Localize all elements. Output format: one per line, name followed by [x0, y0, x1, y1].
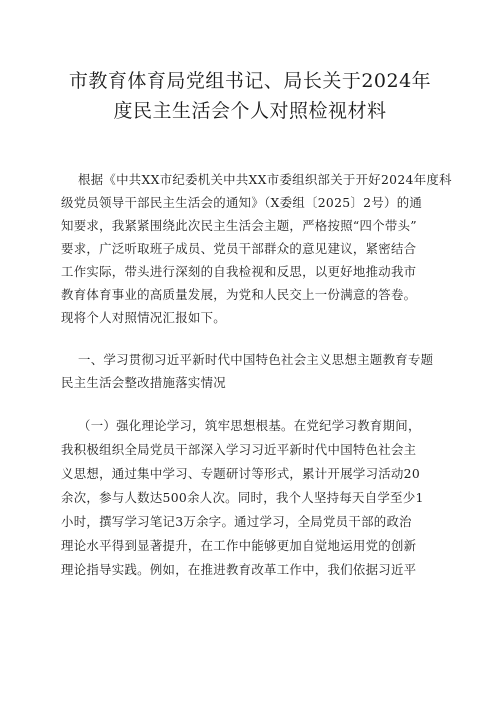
intro-line-6: 教育体育事业的高质量发展，为党和人民交上一份满意的答卷。 — [61, 287, 417, 302]
intro-line-4: 要求，广泛听取班子成员、党员干部群众的意见建议，紧密结合 — [61, 241, 417, 256]
sub1-line-3: 义思想，通过集中学习、专题研讨等形式，累计开展学习活动20 — [61, 466, 421, 481]
sub1-line-2: 我积极组织全局党员干部深入学习习近平新时代中国特色社会主 — [61, 442, 417, 457]
intro-line-2: 级党员领导干部民主生活会的通知》（X委组〔2025〕2号）的通 — [61, 195, 423, 210]
document-title-line-2: 度民主生活会个人对照检视材料 — [113, 100, 387, 122]
intro-line-1: 根据《中共XX市纪委机关中共XX市委组织部关于开好2024年度科 — [78, 172, 452, 187]
intro-line-5: 工作实际，带头进行深刻的自我检视和反思，以更好地推动我市 — [61, 264, 417, 279]
intro-line-3: 知要求，我紧紧围绕此次民主生活会主题，严格按照“四个带头” — [61, 218, 417, 233]
section-heading-1-line-1: 一、学习贯彻习近平新时代中国特色社会主义思想主题教育专题 — [78, 352, 434, 367]
sub1-line-6: 理论水平得到显著提升，在工作中能够更加自觉地运用党的创新 — [61, 538, 417, 553]
sub1-line-5: 小时，撰写学习笔记3万余字。通过学习，全局党员干部的政治 — [61, 514, 412, 529]
section-heading-1-line-2: 民主生活会整改措施落实情况 — [61, 375, 226, 390]
document-title-line-1: 市教育体育局党组书记、局长关于2024年 — [68, 70, 432, 92]
sub1-line-4: 余次，参与人数达500余人次。同时，我个人坚持每天自学至少1 — [61, 490, 424, 505]
intro-line-7: 现将个人对照情况汇报如下。 — [61, 310, 226, 325]
sub1-line-7: 理论指导实践。例如，在推进教育改革工作中，我们依据习近平 — [61, 562, 417, 577]
sub1-line-1: （一）强化理论学习，筑牢思想根基。在党纪学习教育期间， — [78, 418, 421, 433]
